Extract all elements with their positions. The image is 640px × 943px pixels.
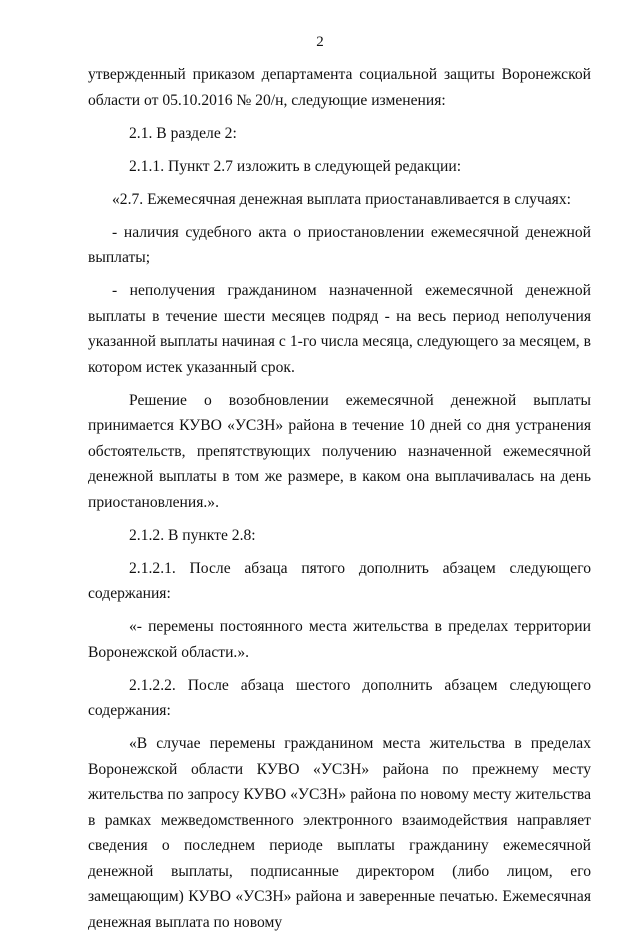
page-number: 2: [316, 34, 324, 50]
paragraph-item-2-1-2-2: 2.1.2.2. После абзаца шестого дополнить абзацем следующего содержания:: [88, 676, 591, 719]
paragraph-section-2-1: 2.1. В разделе 2:: [129, 124, 237, 142]
paragraph-court-act: - наличия судебного акта о приостановлении ежемесячной денежной выплаты;: [88, 223, 591, 266]
paragraph-residence-change: «- перемены постоянного места жительства в пределах территории Воронежской области.».: [88, 618, 591, 661]
paragraph-clause-2-7: «2.7. Ежемесячная денежная выплата приостанавливается в случаях:: [112, 190, 571, 208]
paragraph-relocation-procedure: «В случае перемены гражданином места жительства в пределах Воронежской области КУВО «УСЗН» района по прежнему месту жительства по запросу КУВО «УСЗН» района по новому месту жительства в рамках межведомственного электронного взаимодействия направляет сведения о последнем периоде выплаты гражданину ежемесячной денежной выплаты, подписанные директором (либо лицом, его замещающим) КУВО «УСЗН» района и заверенные печатью. Ежемесячная денежная выплата по новому: [88, 735, 591, 931]
paragraph-item-2-1-2: 2.1.2. В пункте 2.8:: [129, 526, 256, 544]
paragraph-item-2-1-1: 2.1.1. Пункт 2.7 изложить в следующей редакции:: [129, 157, 462, 175]
document-body: [88, 62, 591, 943]
paragraph-intro: утвержденный приказом департамента социальной защиты Воронежской области от 05.10.2016 № 20/н, следующие изменения:: [88, 66, 591, 109]
paragraph-non-receipt: - неполучения гражданином назначенной ежемесячной денежной выплаты в течение шести месяцев подряд - на весь период неполучения указанной выплаты начиная с 1-го числа месяца, следующего за месяцем, в котором истек указанный срок.: [88, 282, 591, 376]
paragraph-resumption-decision: Решение о возобновлении ежемесячной денежной выплаты принимается КУВО «УСЗН» района в течение 10 дней со дня устранения обстоятельств, препятствующих получению назначенной ежемесячной денежной выплаты в том же размере, в каком она выплачивалась на день приостановления.».: [88, 391, 591, 511]
paragraph-item-2-1-2-1: 2.1.2.1. После абзаца пятого дополнить абзацем следующего содержания:: [88, 559, 591, 602]
